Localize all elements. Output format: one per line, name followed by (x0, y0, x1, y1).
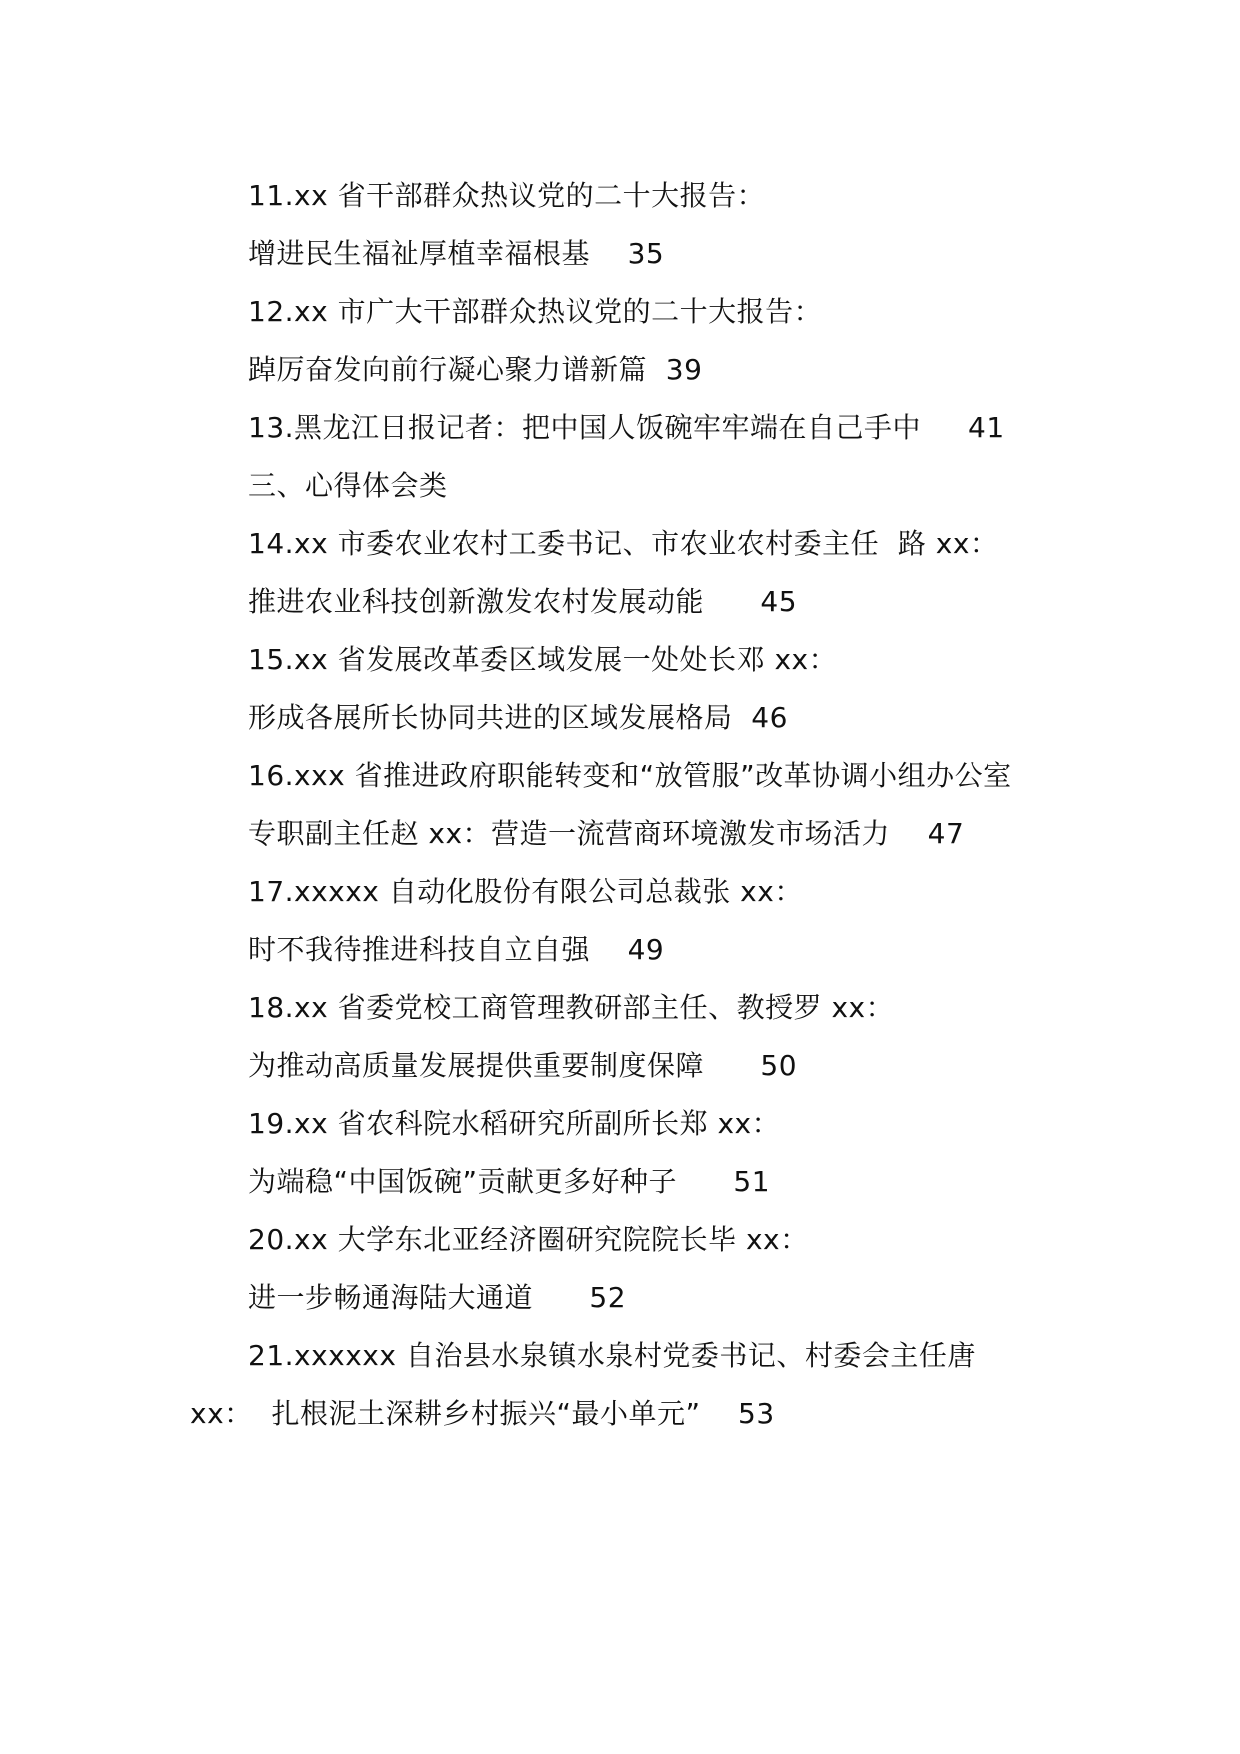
toc-entry-15-title: 15.xx 省发展改革委区域发展一处处长邓 xx： (248, 643, 838, 676)
toc-entry-16-title: 16.xxx 省推进政府职能转变和“放管服”改革协调小组办公室 (248, 759, 1012, 792)
toc-entry-20-title: 20.xx 大学东北亚经济圈研究院院长毕 xx： (248, 1223, 809, 1256)
toc-entry-16-subtitle: 专职副主任赵 xx：营造一流营商环境激发市场活力 47 (248, 817, 965, 850)
toc-entry-21-subtitle: xx： 扎根泥土深耕乡村振兴“最小单元” 53 (190, 1397, 775, 1430)
toc-entry-18-subtitle: 为推动高质量发展提供重要制度保障 50 (248, 1049, 798, 1082)
toc-entry-19-title: 19.xx 省农科院水稻研究所副所长郑 xx： (248, 1107, 781, 1140)
toc-entry-19-subtitle: 为端稳“中国饭碗”贡献更多好种子 51 (248, 1165, 771, 1198)
toc-entry-12-subtitle: 踔厉奋发向前行凝心聚力谱新篇 39 (248, 353, 703, 386)
toc-entry-17-title: 17.xxxxx 自动化股份有限公司总裁张 xx： (248, 875, 803, 908)
toc-entry-14-title: 14.xx 市委农业农村工委书记、市农业农村委主任 路 xx： (248, 527, 999, 560)
toc-entry-14-subtitle: 推进农业科技创新激发农村发展动能 45 (248, 585, 798, 618)
toc-entry-12-title: 12.xx 市广大干部群众热议党的二十大报告： (248, 295, 823, 328)
toc-entry-15-subtitle: 形成各展所长协同共进的区域发展格局 46 (248, 701, 788, 734)
toc-entry-11-title: 11.xx 省干部群众热议党的二十大报告： (248, 179, 766, 212)
toc-entry-11-subtitle: 增进民生福祉厚植幸福根基 35 (248, 237, 665, 270)
toc-entry-13: 13.黑龙江日报记者：把中国人饭碗牢牢端在自己手中 41 (248, 411, 1005, 444)
section-heading: 三、心得体会类 (248, 469, 448, 502)
toc-entry-18-title: 18.xx 省委党校工商管理教研部主任、教授罗 xx： (248, 991, 895, 1024)
toc-entry-17-subtitle: 时不我待推进科技自立自强 49 (248, 933, 665, 966)
toc-entry-20-subtitle: 进一步畅通海陆大通道 52 (248, 1281, 627, 1314)
toc-entry-21-title: 21.xxxxxx 自治县水泉镇水泉村党委书记、村委会主任唐 (248, 1339, 976, 1372)
